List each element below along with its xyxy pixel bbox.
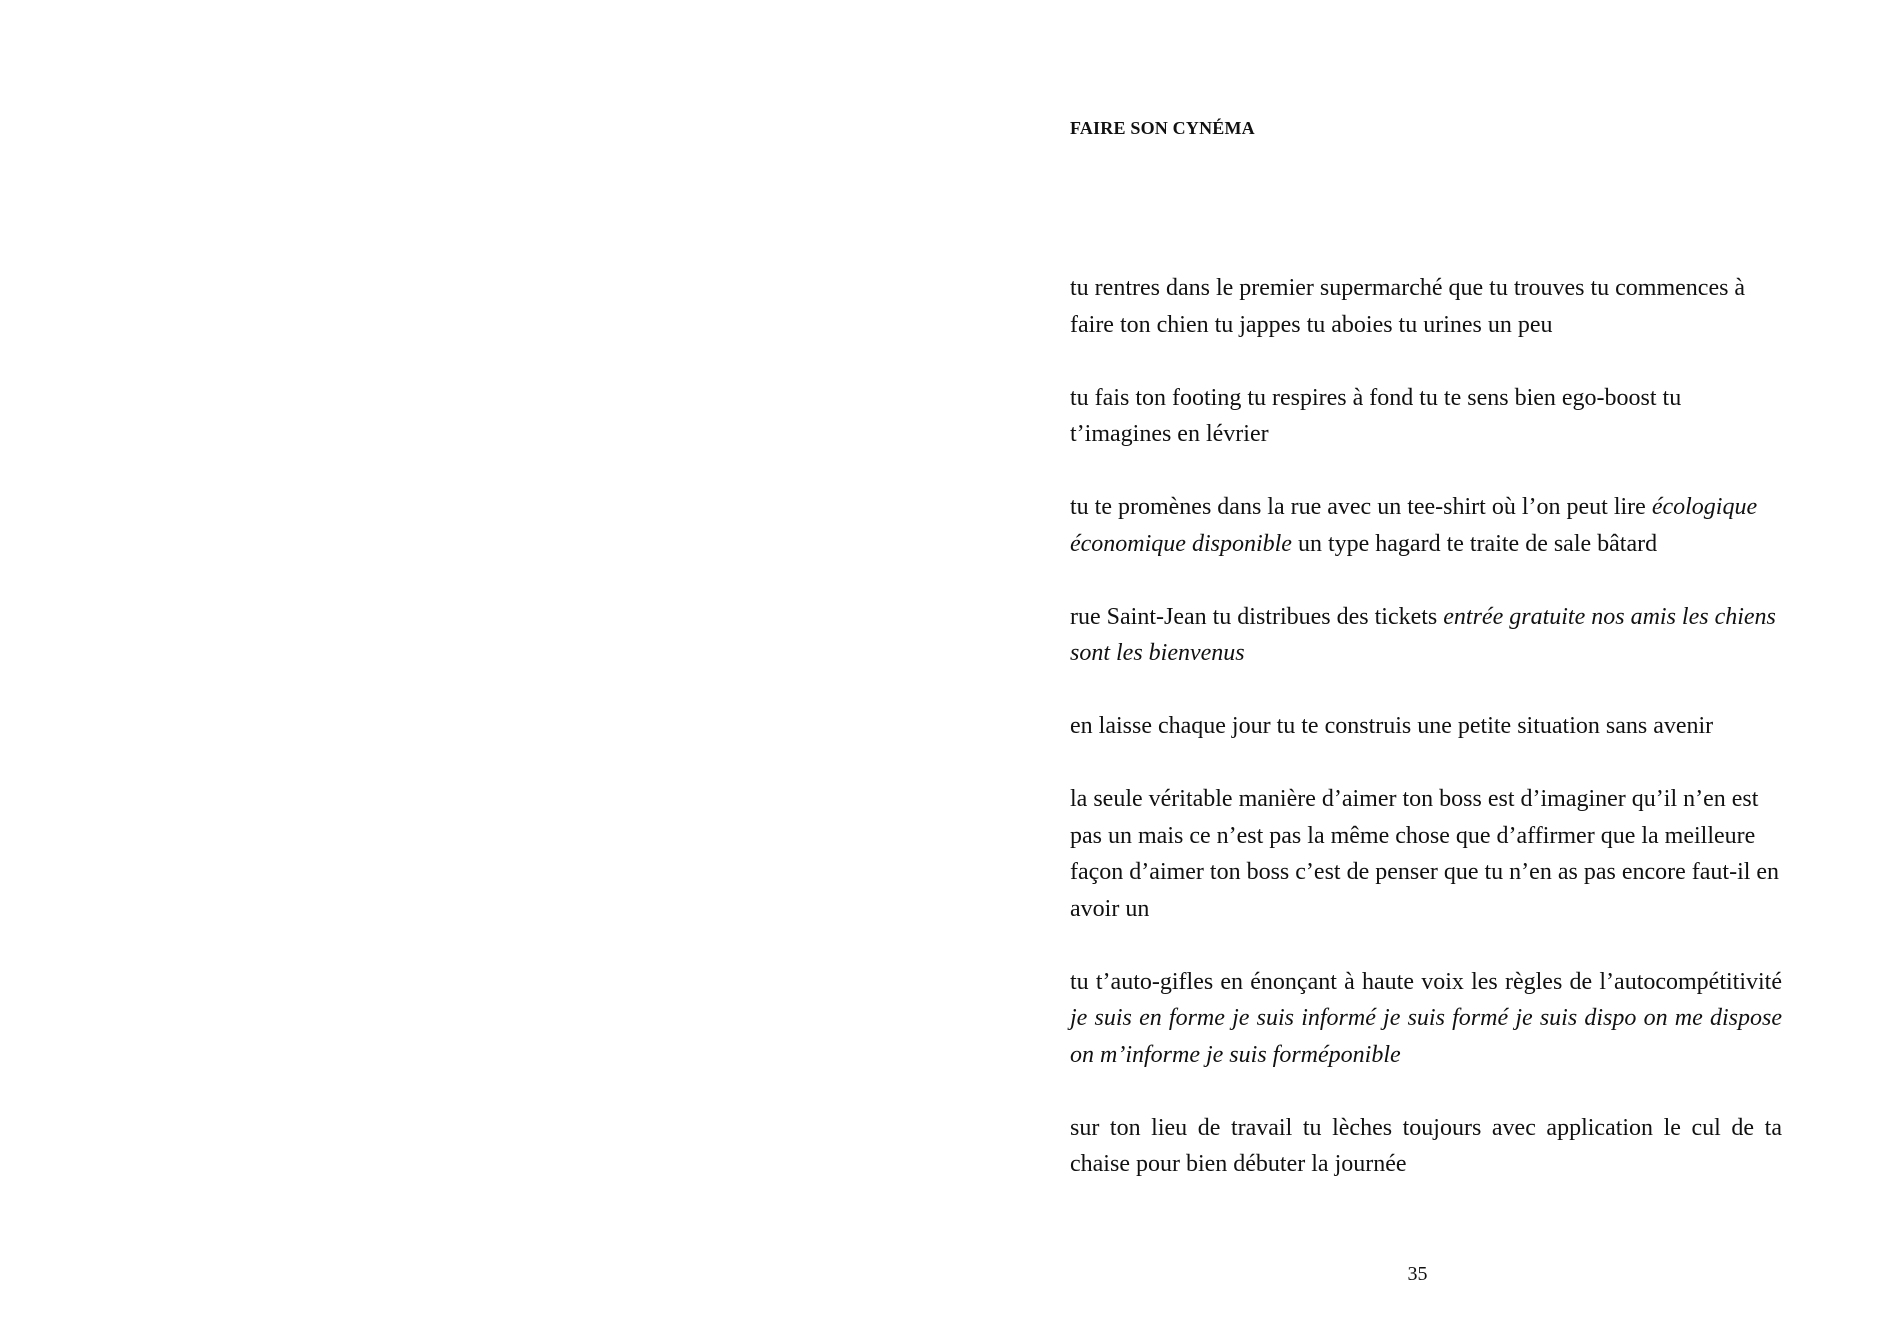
paragraph <box>1070 599 1782 672</box>
paragraph-text: un type hagard te traite de sale bâtard <box>1291 530 1658 557</box>
paragraph <box>1070 964 1782 1074</box>
paragraph-text: rue Saint-Jean tu distribues des tickets <box>1070 603 1444 630</box>
paragraph-text: en laisse chaque jour tu te construis une petite situation sans avenir <box>1070 713 1714 739</box>
paragraph-text: tu rentres dans le premier supermarché que tu trouves tu commences à faire ton chien tu jappes tu aboies tu urines un peu <box>1070 275 1746 338</box>
paragraph-italic-text: je suis en forme je suis informé je suis formé je suis dispo on me dispose on m’informe je suis forméponible <box>1070 1005 1782 1068</box>
page-number-text: 35 <box>1407 1263 1428 1285</box>
paragraph <box>1070 489 1782 562</box>
paragraph-text: sur ton lieu de travail tu lèches toujours avec application le cul de ta chaise pour bien débuter la journée <box>1070 1114 1782 1177</box>
paragraph <box>1070 781 1782 927</box>
paragraph <box>1070 270 1782 343</box>
running-head: FAIRE SON CYNÉMA <box>1070 118 1255 138</box>
paragraph-text: tu fais ton footing tu respires à fond tu te sens bien ego-boost tu t’imagines en lévrier <box>1070 384 1682 447</box>
poem-text-block <box>1070 270 1782 1219</box>
right-page <box>945 0 1890 1339</box>
paragraph <box>1070 708 1782 745</box>
paragraph-italic-text: écologique économique disponible <box>1070 494 1758 557</box>
paragraph-text: tu t’auto-gifles en énonçant à haute voix les règles de l’autocompétitivité <box>1070 968 1782 995</box>
page-number <box>945 1263 1890 1286</box>
paragraph-italic-text: entrée gratuite nos amis les chiens sont les bienvenus <box>1070 603 1776 666</box>
paragraph-text: la seule véritable manière d’aimer ton boss est d’imaginer qu’il n’en est pas un mais ce n’est pas la même chose que d’affirmer que la meilleure façon d’aimer ton boss c’est de penser que tu n’en as pas encore faut-il en avoir un <box>1070 786 1780 922</box>
paragraph <box>1070 1110 1782 1183</box>
paragraph <box>1070 380 1782 453</box>
paragraph-text: tu te promènes dans la rue avec un tee-shirt où l’on peut lire <box>1070 494 1652 520</box>
